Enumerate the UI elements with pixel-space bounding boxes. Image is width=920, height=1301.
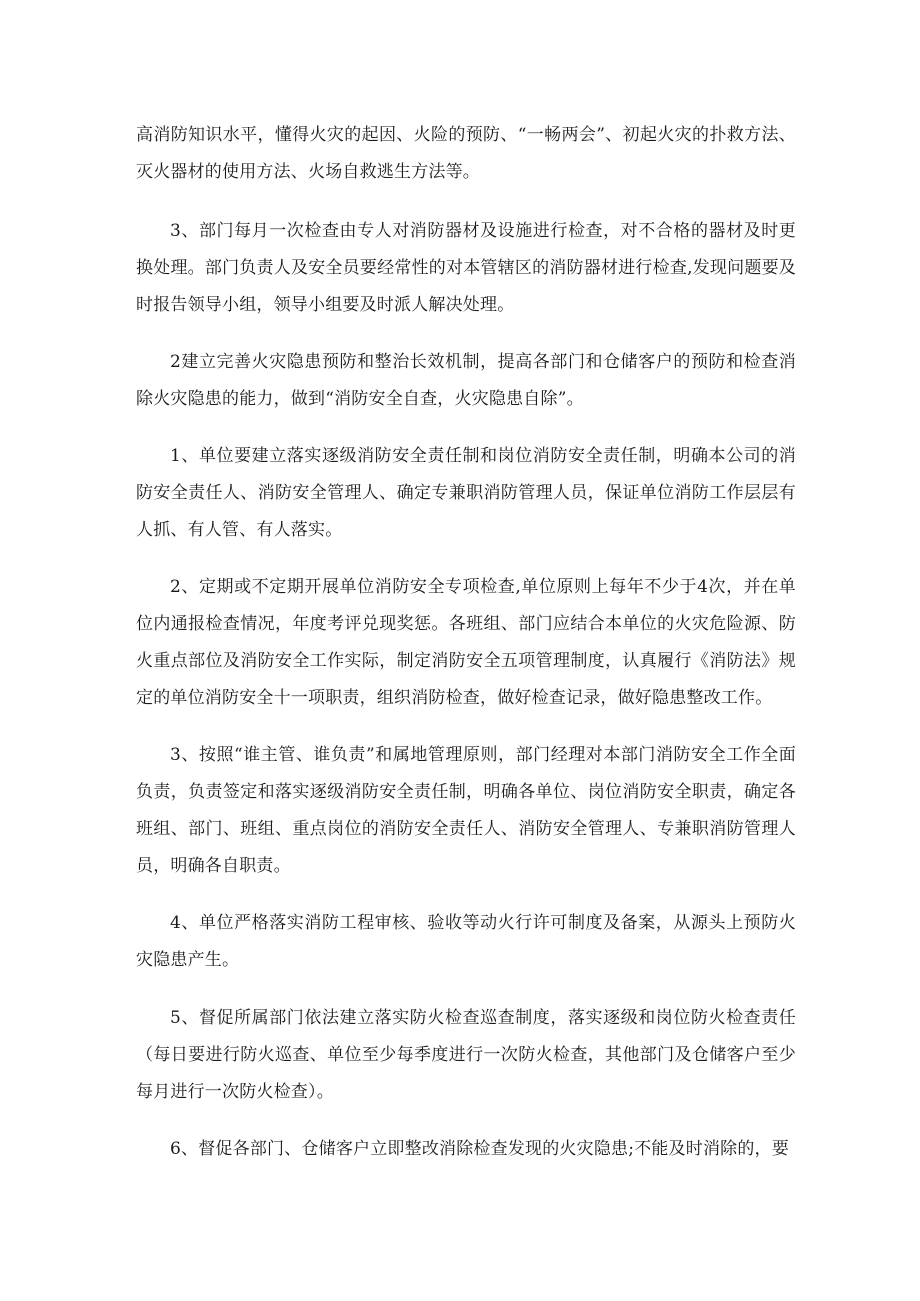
paragraph-item-5-patrol: 5、督促所属部门依法建立落实防火检查巡查制度，落实逐级和岗位防火检查责任（每日要进行防火巡查、单位至少每季度进行一次防火检查，其他部门及仓储客户至少每月进行一次防火检查）。	[136, 1008, 796, 1102]
paragraph-section-2-heading: 2建立完善火灾隐患预防和整治长效机制，提高各部门和仓储客户的预防和检查消除火灾隐患的能力，做到“消防安全自查，火灾隐患自除”。	[136, 352, 796, 409]
paragraph-item-2-inspection: 2、定期或不定期开展单位消防安全专项检查,单位原则上每年不少于4次，并在单位内通报检查情况，年度考评兑现奖惩。各班组、部门应结合本单位的火灾危险源、防火重点部位及消防安全工作实际，制定消防安全五项管理制度，认真履行《消防法》规定的单位消防安全十一项职责，组织消防检查，做好检查记录，做好隐患整改工作。	[136, 577, 796, 708]
paragraph-item-3-equipment-check: 3、部门每月一次检查由专人对消防器材及设施进行检查，对不合格的器材及时更换处理。部门负责人及安全员要经常性的对本管辖区的消防器材进行检查,发现问题要及时报告领导小组，领导小组要及时派人解决处理。	[136, 221, 796, 315]
paragraph-item-3-management: 3、按照“谁主管、谁负责”和属地管理原则，部门经理对本部门消防安全工作全面负责，负责签定和落实逐级消防安全责任制，明确各单位、岗位消防安全职责，确定各班组、部门、班组、重点岗位的消防安全责任人、消防安全管理人、专兼职消防管理人员，明确各自职责。	[136, 745, 796, 876]
paragraph-item-6-rectification: 6、督促各部门、仓储客户立即整改消除检查发现的火灾隐患;不能及时消除的，要	[170, 1139, 789, 1159]
paragraph-item-4-approval: 4、单位严格落实消防工程审核、验收等动火行许可制度及备案，从源头上预防火灾隐患产生。	[136, 913, 796, 970]
paragraph-continuation: 高消防知识水平，懂得火灾的起因、火险的预防、“一畅两会”、初起火灾的扑救方法、灭火器材的使用方法、火场自救逃生方法等。	[136, 125, 796, 182]
paragraph-item-1-responsibility: 1、单位要建立落实逐级消防安全责任制和岗位消防安全责任制，明确本公司的消防安全责任人、消防安全管理人、确定专兼职消防管理人员，保证单位消防工作层层有人抓、有人管、有人落实。	[136, 446, 796, 540]
